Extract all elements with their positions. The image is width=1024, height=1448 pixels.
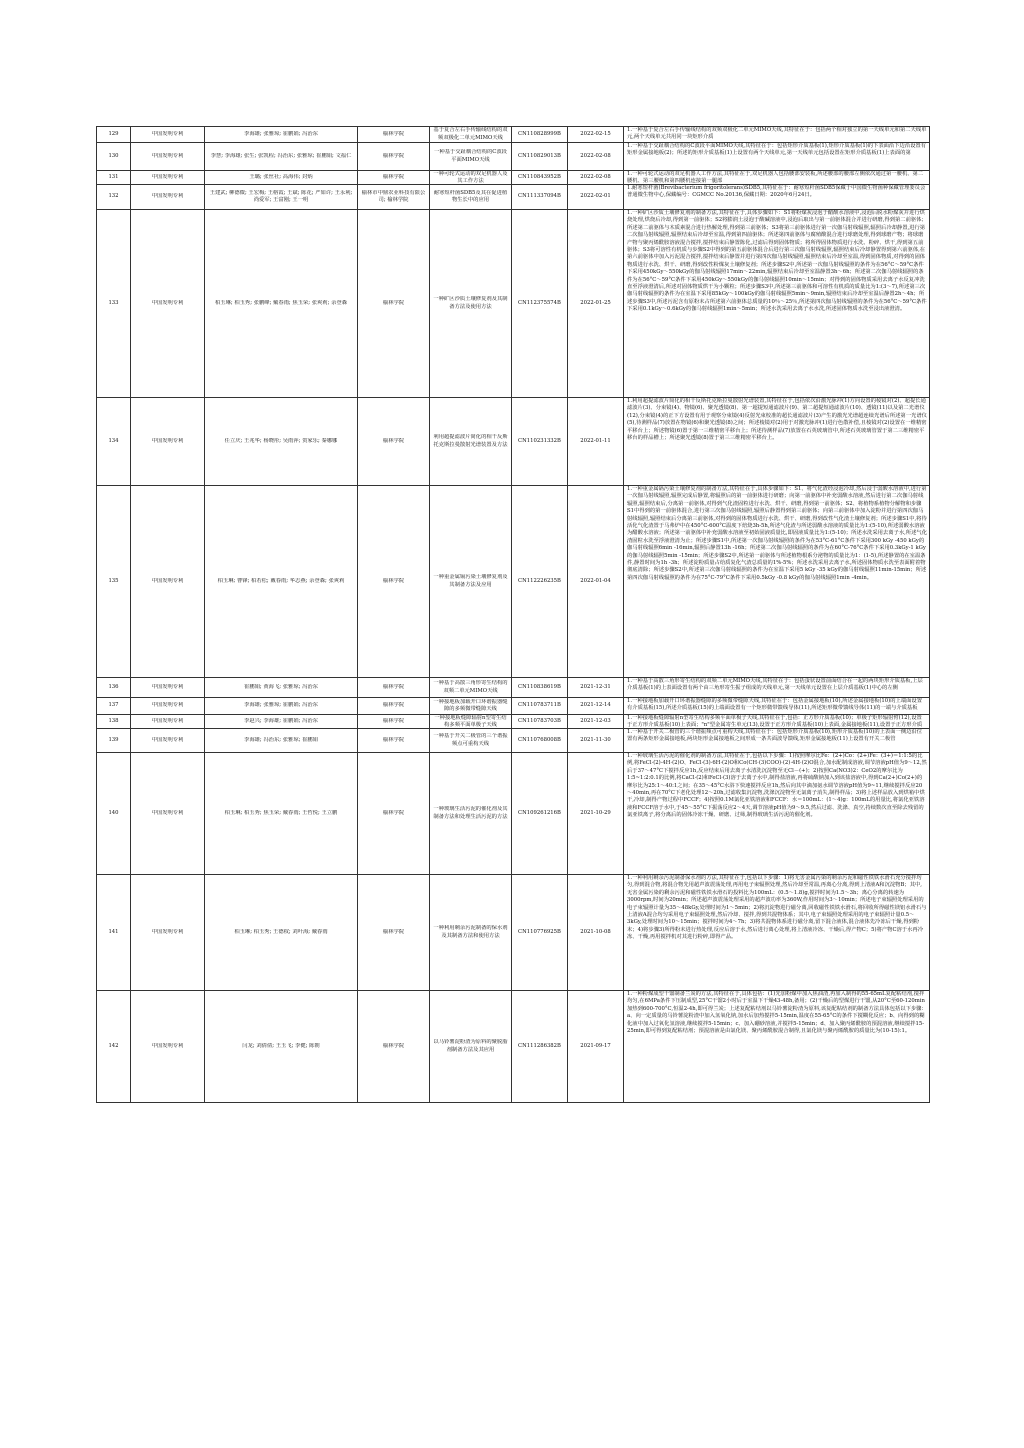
patent-type: [131, 185, 205, 210]
grant-date-text: 2022-02-08: [580, 173, 611, 180]
grant-date-text: 2021-12-31: [580, 683, 611, 690]
patent-number-text: CN112375574B: [518, 299, 561, 306]
patent-type-text: 中国发明专利: [151, 437, 184, 444]
inventors-text: 王建武; 柳德微; 王宏梅; 王榕霞; 王斌; 陈花; 严如许; 王永利; 尚爱军; 王富刚; 王一明: [209, 189, 353, 203]
patent-number: [512, 486, 568, 678]
table-row: [97, 729, 930, 753]
assignee-text: 榆林学院: [382, 717, 405, 724]
inventors: [205, 875, 358, 991]
inventors: [205, 715, 358, 729]
patent-title-text: 一种矿区沙质土壤修复剂及其制备方法及使用方法: [433, 296, 508, 310]
patent-type: [131, 678, 205, 698]
grant-date-text: 2021-11-30: [580, 736, 611, 743]
table-row: [97, 210, 930, 398]
patent-type-text: 中国发明专利: [151, 683, 184, 690]
patent-title-text: 一种基于交趾耦合结构的C波段平面MIMO天线: [434, 149, 507, 163]
table-row: [97, 185, 930, 210]
row-number: [97, 171, 131, 185]
row-number-text: 132: [108, 193, 119, 200]
assignee-text: 榆林市中鼎农业科技有限公司; 榆林学院: [361, 189, 426, 203]
patent-number: [512, 185, 568, 210]
patent-number-text: CN109261216B: [518, 809, 561, 816]
row-number-text: 136: [108, 683, 119, 690]
inventors: [205, 210, 358, 398]
table-row: [97, 486, 930, 678]
row-number-text: 140: [108, 809, 119, 816]
table-row: [97, 398, 930, 486]
patent-number-text: CN110768008B: [518, 736, 561, 743]
patent-number-text: CN110783711B: [518, 702, 561, 709]
abstract-text: 1.一种基于高散三角形寄生结构的双频二单元MIMO天线,其特征在于：包括蛋状设置前面结合在一起的两块矩形介质基板,上层介质基板(1)的上表面设置有两个由三角形寄生振子组成的天线单元,第一天线单元设置在上层介质基板(1)中心的左侧: [627, 678, 923, 692]
row-number-text: 138: [108, 717, 119, 724]
patent-type-text: 中国发明专利: [151, 173, 184, 180]
abstract-text: 1.一种基于复合左右手传输线结构的双频双极化二单元MIMO天线,其特征在于：包括两个相对独立的第一天线单元和第二天线单元,两个天线单元共用同一块矩形介质: [627, 127, 927, 141]
grant-date: [568, 753, 624, 875]
grant-date: [568, 729, 624, 753]
patent-type-text: 中国发明专利: [151, 736, 184, 743]
assignee-text: 榆林学院: [382, 702, 405, 709]
assignee-text: 榆林学院: [382, 1042, 405, 1049]
patent-title-text: 一种接地板加载开口环谐振器缝隙的多频微带缝隙天线: [433, 698, 508, 712]
abstract: [624, 127, 930, 143]
patent-title: [430, 398, 512, 486]
table-row: [97, 171, 930, 185]
row-number: [97, 486, 131, 678]
table-row: [97, 991, 930, 1103]
patent-number-text: CN111337094B: [518, 193, 561, 200]
patent-title-text: 一种玻璃生活污泥的催化剂及其制备方法和处理生活污泥的方法: [433, 806, 508, 820]
patent-title: [430, 698, 512, 715]
patent-title: [430, 729, 512, 753]
inventors: [205, 991, 358, 1103]
patent-type-text: 中国发明专利: [151, 299, 184, 306]
table-row: [97, 698, 930, 715]
patent-number-text: CN110829013B: [518, 152, 561, 159]
assignee-text: 榆林学院: [382, 736, 405, 743]
assignee: [358, 185, 430, 210]
patent-type: [131, 486, 205, 678]
patent-number-text: CN110828999B: [518, 130, 561, 137]
patent-title: [430, 715, 512, 729]
inventors-text: 李海雄; 冯治东; 张雅琼; 崔鹏娟: [244, 736, 318, 743]
patent-number-text: CN111286382B: [518, 1042, 561, 1049]
inventors-text: 柏玉琳; 柏玉秀; 张鹏峰; 戴春雨; 焦玉荣; 张爽莉; 余登森: [214, 299, 348, 306]
abstract: [624, 698, 930, 715]
row-number: [97, 210, 131, 398]
patent-title: [430, 210, 512, 398]
abstract-text: 1.一种矿区沙质土壤修复剂的制备方法,其特征在于,具体步骤如下：S1将粉煤灰浸泡于醋酸水溶液中,浸泡后脱水粉煤灰并进行烘烧处理,烘烧后冷却,得到第一前驱体；S2将膨润土浸泡于酸碱溶液中,浸泡后取出与第一前驱体混合并进行研磨,得到第二前驱体；所述第二前驱体与木质素混合进行热解处理,得到第三前驱体；S3将第三前驱体进行第一次伽马射线辐照,辐照后冷却静置,进行第二次伽马射线辐照,辐照结束后冷却至室温,得到第四前驱体；所述第四前驱体与腐殖酸混合进行球磨处理,得到球磨产物；将球磨产物与聚丙烯酰胺溶液混合搅拌,搅拌结束后静置陈化,过滤后得到固体物质；将所得固体物质进行水洗、粉碎、烘干,得到第五前驱体；S3将可溶性有机质与步骤S2中得到的第五前驱体混合后进行第三次伽马射线辐照,辐照结束后冷却静置得到第六前驱体,在第六前驱体中加入污泥混合搅拌,搅拌结束后静置并进行第四次伽马射线辐照,辐照结束后冷却至室温,得到固体物质,对得到的固体物质进行水洗、烘干、研磨,得到改性粉煤灰土壤修复剂；所述步骤S2中,所述第一次伽马射线辐照的条件为在56°C～59°C条件下采用450kGy～550kGy的伽马射线辐照17min～22min,辐照结束后冷却至室温静置3h～6h；所述第二次伽马射线辐照的条件为在56°C～59°C条件下采用450kGy～550kGy的伽马射线辐照10min～15min；对得到的固体物质采用去离子水反复冲洗直至浮液澄清后,所述对固体物质烘干为小颗粒；所述步骤S3中,所述第三前驱体和可溶性有机质的质量比为1:(3～7),所述第三次伽马射线辐照的条件为在室温下采用85kGy～100kGy的伽马射线辐照5min～9min,辐照结束后冷却至室温后静置2h～4h；所述步骤S3中,所述污泥含有原粉末占所述第六前驱体总质量的10％～25％,所述第四次伽马射线辐照的条件为在56°C～59°C条件下采用0.1kGy～0.6kGy的伽马射线辐照1min～5min；所述水洗采用去离子水水洗,所述固体物质水洗至浸出液澄清。: [627, 210, 927, 313]
patent-number: [512, 398, 568, 486]
patent-type: [131, 729, 205, 753]
row-number-text: 137: [108, 702, 119, 709]
inventors-text: 崔鹏娟; 黄海飞; 张雅琼; 冯治东: [244, 683, 318, 690]
abstract: [624, 678, 930, 698]
row-number: [97, 698, 131, 715]
grant-date-text: 2021-10-29: [580, 809, 611, 816]
table-row: [97, 875, 930, 991]
patent-number: [512, 875, 568, 991]
table-row: [97, 678, 930, 698]
patent-title: [430, 991, 512, 1103]
inventors-text: 王璐; 张丝社; 高海伟; 封炳: [249, 173, 313, 180]
patent-number: [512, 210, 568, 398]
abstract-text: 1.利用超提滤波片简化的相干反斯托克斯拉曼散射光谱装置,其特征在于,包括依次沿激光脉冲(1)方向设置的棱镜对(2)、超提长通滤波片(3)、分束镜(4)、物镜(6)、聚光透镜(8)、第一超提短通滤波片(9)、第二超提短通滤波片(10)、透镜(11)以及第二光谱仪(12),分束镜(4)的正下方设置有用于观察分束镜(4)反射光束校准的超长通滤波片(3)产生的激光光谱超连续光谱后所述第一光谱仪(5),待测样品(7)放置在物镜(6)和聚光透镜(8)之间；所述棱镜对(2)用于对激光脉冲(1)进行色散补偿,且棱镜对(2)设置在一维精密平移台上；所述物镜(6)置于第一三维精密平移台上；所述待测样品(7)放置在石英玻璃管中,所述石英玻璃管置于第二三维精密平移台的样品槽上；所述聚光透镜(8)置于第三三维精密平移台上。: [627, 398, 927, 442]
patent-type: [131, 875, 205, 991]
patent-type-text: 中国发明专利: [151, 717, 184, 724]
row-number: [97, 875, 131, 991]
patent-type-text: 中国发明专利: [151, 193, 184, 200]
assignee: [358, 678, 430, 698]
row-number-text: 135: [108, 577, 119, 584]
grant-date: [568, 398, 624, 486]
patent-number: [512, 171, 568, 185]
inventors-text: 柏玉琳; 曹锋; 柏若松; 戴春雨; 华志燕; 余登森; 张爽莉: [217, 577, 345, 584]
patent-type-text: 中国发明专利: [151, 702, 184, 709]
patent-number-text: CN110843952B: [518, 173, 561, 180]
table-row: [97, 753, 930, 875]
assignee-text: 榆林学院: [382, 173, 405, 180]
abstract: [624, 991, 930, 1103]
patent-number: [512, 698, 568, 715]
row-number-text: 134: [108, 437, 119, 444]
assignee-text: 榆林学院: [382, 928, 405, 935]
abstract-text: 1.耐寒短杆菌(Brevibacterium frigoritolerans)SDB5,其特征在于：耐寒短杆菌SDB5保藏于中国微生物菌种保藏管理委员会普通微生物中心,保藏编号：CGMCC No.20136,保藏日期：2020年6月24日。: [627, 185, 926, 199]
assignee-text: 榆林学院: [382, 437, 405, 444]
patent-title: [430, 678, 512, 698]
grant-date-text: 2022-01-11: [580, 437, 611, 444]
patent-type: [131, 698, 205, 715]
patent-type: [131, 143, 205, 171]
patent-number-text: CN112226235B: [518, 577, 561, 584]
inventors: [205, 171, 358, 185]
abstract: [624, 875, 930, 991]
inventors: [205, 143, 358, 171]
patent-number-text: CN110776925B: [518, 928, 561, 935]
abstract: [624, 171, 930, 185]
patent-title-text: 一种利用剩余污泥制备的保水剂及其制备方法和使用方法: [433, 925, 508, 939]
row-number-text: 142: [108, 1042, 119, 1049]
abstract: [624, 398, 930, 486]
inventors: [205, 185, 358, 210]
patent-number: [512, 715, 568, 729]
grant-date-text: 2022-02-15: [580, 130, 611, 137]
patent-number: [512, 127, 568, 143]
grant-date-text: 2021-12-14: [580, 702, 611, 709]
inventors-text: 柏玉琳; 柏玉秀; 焦玉荣; 戴春雨; 王哲悦; 王立鹏: [224, 809, 338, 816]
patent-number-text: CN110783703B: [518, 717, 561, 724]
patent-title-text: 一种接地板缝隙辐射n型寄生结构多频平面单极子天线: [434, 715, 507, 728]
assignee: [358, 715, 430, 729]
table-row: [97, 715, 930, 729]
abstract-text: 1.一种接地板加载开口环谐振器缝隙的多频微带缝隙天线,其特征在于：包括金属接地板(10),所述金属接地板(10)的上端面设置有介质基板(15),所述介质基板(15)的上端面设置有一个矩形微带馈线导体(11),所述矩形微带馈线导体(11)的一端与介质基板: [627, 698, 923, 712]
grant-date-text: 2022-01-25: [580, 299, 611, 306]
patent-title: [430, 143, 512, 171]
patent-title-text: 基于复合左右手传输线结构的双频双极化二单元MIMO天线: [433, 127, 508, 141]
table-row: [97, 127, 930, 143]
grant-date: [568, 698, 624, 715]
inventors-text: 李赵兴; 李海雄; 崔鹏娟; 冯治东: [244, 717, 318, 724]
inventors: [205, 678, 358, 698]
row-number-text: 133: [108, 299, 119, 306]
grant-date: [568, 486, 624, 678]
abstract: [624, 729, 930, 753]
patent-title: [430, 753, 512, 875]
abstract-text: 1.一种重金属镉污染土壤修复剂的制备方法,其特征在于,具体步骤如下：S1、将气化渣经浸泡冷却,然后浸于弱酸水溶液中,进行第一次伽马射线辐照,辐照完成后静置,将辐照后的第一前驱体进行研磨；向第一前驱体中补充弱酸水溶液,然后进行第二次伽马射线辐照,辐照结束后,分离第一前驱体,对得到气化渣固粒进行水洗、烘干、研磨,得到第一前驱体；S2、将植物系植物分解物和步骤S1中得到的第一前驱体混合,进行第三次伽马射线辐照,辐照后静置得到第三前驱体；向第三前驱体中加入淀粉并进行第四次伽马射线辐照,辐照结束后分离第三前驱体,对得到的固体物质进行水洗、烘干、研磨,得到改性气化渣土壤修复剂；所述步骤S1中,将待活化气化渣置于马弗炉中在450°C-600°C温度下焙烧3h-5h,所述气化渣与所述弱酸水溶液的质量比为1:(5-10),所述弱酸水溶液为醋酸水溶液；所述第一前驱体中补充弱酸水溶液至初始固液质量比,即固液质量比为1:(5-10)；所述水洗采用去离子水,所述气化渣固粒水洗至浮液澄清为止；所述步骤S1中,所述第一次伽马射线辐照的条件为在53°C-61°C条件下采用300 kGy -450 kGy的伽马射线辐照6min -16min,辐照后静置13h -16h；所述第二次伽马射线辐照的条件为在60°C-76°C条件下采用0.3kGy-1 kGy的伽马射线辐照5min -15min；所述步骤S2中,所述第一前驱体与所述植物根系分泌物的质量比为1：(1-5),所述静置的在室温条件,静置时间为1h -3h；所述淀粉质量占给质复化气渣总质量的1%-5%；所述水洗采用去离子水,所述固体物质水洗至表面附着物彻底清除；所述步骤S2中,所述第三次伽马射线辐照的条件为在室温下采用5 kGy -35 kGy的伽马射线辐照11min-15min；所述第四次伽马射线辐照的条件为在75°C-79°C条件下采用0.5kGy -0.8 kGy的伽马射线辐照1min -4min。: [627, 486, 927, 581]
patent-type: [131, 210, 205, 398]
assignee: [358, 143, 430, 171]
assignee: [358, 991, 430, 1103]
grant-date-text: 2021-12-03: [580, 717, 611, 724]
patent-type-text: 中国发明专利: [151, 809, 184, 816]
assignee: [358, 698, 430, 715]
row-number-text: 129: [108, 130, 119, 137]
patent-title: [430, 127, 512, 143]
grant-date-text: 2022-02-01: [580, 193, 611, 200]
assignee-text: 榆林学院: [382, 809, 405, 816]
assignee: [358, 210, 430, 398]
abstract: [624, 185, 930, 210]
abstract-text: 1.一种利用剩余污泥制备保水剂的方法,其特征在于,包括以下步骤：1)将无害金属污染的剩余污泥和磁性铁铁水滑石充分搅拌均匀,得到混合物,将混合物先用超声波震荡处理,再用电子束辐照处理,然后冷却至常温,再离心分离,得到上清液A和沉淀物B；其中,无害金属污染的剩余污泥和磁性铁铁水滑石的投料比为100mL：(0.5～1.8)g,搅拌时间为1.5～3h；离心分离的转速为3000rpm,时间为20min；所述超声波震荡处理采用的超声波功率为360W,作用时间为3～10min；所述电子束辐照处理采用的电子束辐照计量为35～48kGy,处理时间为1～5min；2)将沉淀物进行磁分离,回收磁性铁铁水滑石,将回收所得磁性镁铝水滑石与上清液A混合均匀采用电子束辐照处理,然后冷却、搅拌,得到共混物体系；其中,电子束辐照处理采用的电子束辐照计量0.5～3kGy,处理时间为10～15min；搅拌时间为4～7h；3)将共混物体系进行磁分离,留下混合液体,混合液体先冷冻后干燥,得到粉末；4)将步骤3)所得粉末进行热处理,反应后溶于水,然后进行离心处理,将上清液冷冻、干燥后,得产物C；5)将产物C溶于水再冷冻、干燥,再用搅拌机对其进行粉碎,即得产品。: [627, 875, 927, 941]
assignee-text: 榆林学院: [382, 577, 405, 584]
patent-type-text: 中国发明专利: [151, 928, 184, 935]
patent-type: [131, 715, 205, 729]
assignee-text: 榆林学院: [382, 299, 405, 306]
patent-number-text: CN110231332B: [518, 437, 561, 444]
assignee-text: 榆林学院: [382, 683, 405, 690]
inventors-text: 柏玉琳; 柏玉秀; 王德权; 刘叶海; 戴春雨: [234, 928, 328, 935]
assignee-text: 榆林学院: [382, 130, 405, 137]
patent-type: [131, 127, 205, 143]
abstract-text: 1.一种接地板缝隙辐射n型寄生结构多频平面单极子天线,其特征在于,包括：正方形介质基板(10)；单极子矩形辐射臂(12),设置于正方形介质基板(10)上表面；"n"型金属寄生单元(13),设置于正方形介质基板(10)上表面,金属接地板(11),设置于正方形介质: [627, 715, 923, 728]
abstract: [624, 715, 930, 729]
inventors: [205, 127, 358, 143]
inventors: [205, 486, 358, 678]
abstract-text: 1.一种玻璃生活污泥的催化剂的制备方法,其特征在于,包括以下步骤：1)按照摩尔比Fe：(2+)Co：(2+)Fe：(3+)＝1:1:5的比例,将FeCl·(2)·4H·(2)O、FeCl·(3)·6H·(2)O和Co(CH·(3)COO)·(2)·4H·(2)O混合,加水配制成溶液,调节溶液pH值为9～12,然后于37～47°C下搅拌反应1h,反应结束后用去离子水清洗沉淀物至无Cl－(+)；2)按照Ca(NO3)2：CeO2的摩尔比为1:5~1:2:0.1的比例,将CaCl·(2)和FeCl·(3)溶于去离子水中,制得盐溶液,再将硫酸钠加入到该盐溶液中,得到Ca(2+)Co(2+)的摩尔比为25:1～40:1之间；在35～45°C水浴下快速搅拌反应1h,然后向其中滴加氨水调节溶液pH值为9~11,继续搅拌反应20～40min,再在70°C下老化处理12～20h,过滤收集沉淀物,洗涤沉淀物至无氯离子消失,制得样品；3)将上述样品放入到烘箱中烘干,冷却,制得产物过程中FCCF；4)按照0.1M氯化亚铁溶液和FCCF：水＝100mL：(1～4)g：100mL的用量比,将氯化亚铁溶液和FCCF溶于水中,于45～55°C下振荡反应2～4天,调节溶液pH值为9～9.5,然后过滤、洗涤、真空,持续数次直至除去残留的氯亚铁离子,将分离后的固体冷冻干燥、研磨、过筛,制得玻璃生活污泥的催化剂。: [627, 753, 927, 819]
patent-title-text: 一种可轮式运动的双足机器人及其工作方法: [433, 171, 508, 184]
assignee: [358, 729, 430, 753]
patent-title: [430, 185, 512, 210]
patent-title-text: 耐寒短杆菌SDB5及其在促进植物生长中的应用: [433, 189, 508, 203]
grant-date: [568, 171, 624, 185]
grant-date: [568, 210, 624, 398]
row-number: [97, 678, 131, 698]
inventors-text: 任立庆; 王兆华; 杨晓彤; 吴雨萍; 贺家乐; 秦娜娜: [224, 437, 338, 444]
patent-number: [512, 729, 568, 753]
patent-type: [131, 398, 205, 486]
assignee: [358, 171, 430, 185]
row-number: [97, 143, 131, 171]
row-number: [97, 398, 131, 486]
patent-title: [430, 486, 512, 678]
row-number-text: 139: [108, 736, 119, 743]
patent-type: [131, 991, 205, 1103]
assignee: [358, 753, 430, 875]
patent-title-text: 一种基于高散三角形寄生结构的双频二单元MIMO天线: [433, 680, 508, 694]
abstract: [624, 210, 930, 398]
row-number: [97, 729, 131, 753]
patent-title-text: 以马铃薯淀粉渣为原料的聚脱脂剂制备方法及其应用: [433, 1039, 508, 1053]
patent-title: [430, 171, 512, 185]
patent-number-text: CN110838619B: [518, 683, 561, 690]
assignee: [358, 127, 430, 143]
patent-title-text: 一种重金属镉污染土壤修复剂及其制备方法及应用: [433, 574, 508, 588]
patent-type: [131, 753, 205, 875]
grant-date-text: 2022-02-08: [580, 152, 611, 159]
row-number: [97, 715, 131, 729]
inventors: [205, 398, 358, 486]
grant-date: [568, 127, 624, 143]
patent-number: [512, 991, 568, 1103]
abstract: [624, 753, 930, 875]
patent-number: [512, 678, 568, 698]
grant-date-text: 2022-01-04: [580, 577, 611, 584]
grant-date-text: 2021-10-08: [580, 928, 611, 935]
grant-date: [568, 991, 624, 1103]
patent-type-text: 中国发明专利: [151, 130, 184, 137]
patent-number: [512, 753, 568, 875]
patent-title-text: 利用超提滤波片简化的相干反斯托克斯拉曼散射光谱装置及方法: [433, 434, 508, 448]
table-row: [97, 143, 930, 171]
row-number: [97, 991, 131, 1103]
row-number-text: 141: [108, 928, 119, 935]
row-number: [97, 185, 131, 210]
grant-date: [568, 678, 624, 698]
patent-title-text: 一种基于开关二极管的三个谐振频点可重构天线: [433, 733, 508, 747]
row-number-text: 130: [108, 152, 119, 159]
inventors-text: 李海雄; 张雅琼; 崔鹏娟; 冯治东: [244, 130, 318, 137]
patent-type: [131, 171, 205, 185]
abstract-text: 1.一种可轮式运动的双足机器人工作方法,其特征在于,双足机器人包括腰部安装板,所述腰部的腰部左侧依次通过第一腰机、第二腰机、第三腰机和第四腰机连接第一腿部: [627, 171, 924, 184]
abstract: [624, 486, 930, 678]
grant-date: [568, 875, 624, 991]
assignee: [358, 398, 430, 486]
assignee: [358, 875, 430, 991]
patent-title: [430, 875, 512, 991]
row-number: [97, 753, 131, 875]
assignee-text: 榆林学院: [382, 152, 405, 159]
inventors-text: 闫龙; 刘倩倩; 王玉飞; 李健; 陈朝: [242, 1042, 320, 1049]
grant-date: [568, 185, 624, 210]
inventors-text: 李海雄; 张雅琼; 崔鹏娟; 冯治东: [244, 702, 318, 709]
patent-type-text: 中国发明专利: [151, 577, 184, 584]
grant-date-text: 2021-09-17: [580, 1042, 611, 1049]
inventors: [205, 698, 358, 715]
inventors-text: 李慧; 李海雄; 张生; 张凯程; 冯治东; 张雅琼; 崔鹏娟; 文福仁: [210, 152, 352, 159]
abstract-text: 1.一种粉煤成型干馏制备兰炭的方法,其特征在于,具体包括：(1)先加粉煤中加入焦油渣,再加入制得的55-65mL复配粘结剂,搅拌均匀,在6MPa条件下压制成型,25°C干馏2小时后于室温下干燥43-48h,备用；(2)干燥后的型煤进行干馏,从20°C至60-120min加热到600-700°C,恒温2-4h,即可得兰炭；上述复配粘结剂以马铃薯淀粉渣为原料,该复配粘结剂的制备方法具体包括以下步骤：a、向一定质量的马铃薯淀粉渣中加入氢氧化钠,加水后加热搅拌5-15min,温度在55-65°C的条件下搅糊化反应；b、向得到的糊化液中加入过氧化氢溶液,继续搅拌5-15min；c、加入硼砂溶液,并搅拌5-15min；d、加入聚丙烯酰胺的预混溶液,继续搅拌15-25min,即可得到复配粘结剂；预混溶液是由氯化镁、聚丙烯酰胺混合制得,且氯化镁与聚丙烯酰胺的质量比为(10-15):1。: [627, 991, 927, 1035]
row-number: [97, 127, 131, 143]
grant-date: [568, 715, 624, 729]
inventors: [205, 753, 358, 875]
patent-type-text: 中国发明专利: [151, 1042, 184, 1049]
abstract: [624, 143, 930, 171]
assignee: [358, 486, 430, 678]
abstract-text: 1.一种基于开关二极管的三个谐振频点可重构天线,其特征在于：包括矩形介质基板(10),矩形介质基板(10)的上表面一侧边沿位置有两条矩形金属接地板,两块矩形金属接地板之间形成一条共面波导馈线,矩形金属接地板(11)上设置有开关二极管: [627, 729, 923, 743]
abstract-text: 1.一种基于交趾耦合结构的C波段平面MIMO天线,其特征在于：包括矩形介质基板(1),矩形介质基板(1)的下表面沿下边沿设置有矩形金属接地板(2)；所述的矩形介质基板(1)上设置有两个天线单元,第一天线单元包括设置在矩形介质基板(1)上表面的第: [627, 143, 927, 157]
row-number-text: 131: [108, 173, 119, 180]
patent-number: [512, 143, 568, 171]
patent-table: [96, 126, 930, 1103]
grant-date: [568, 143, 624, 171]
inventors: [205, 729, 358, 753]
patent-type-text: 中国发明专利: [151, 152, 184, 159]
